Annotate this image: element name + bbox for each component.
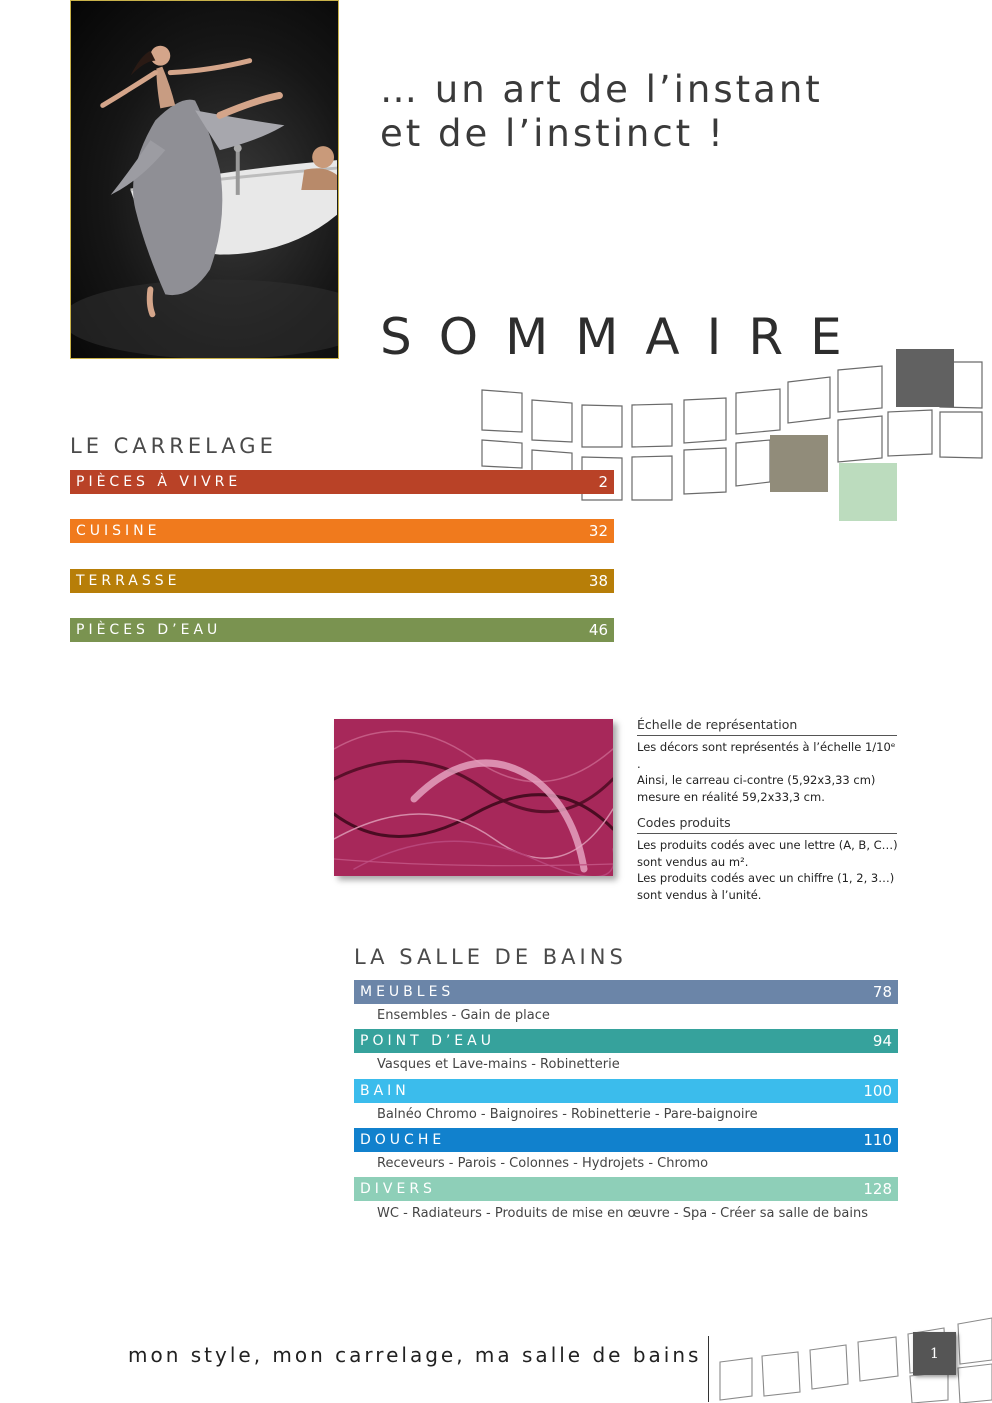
product-codes-line: Les produits codés avec un chiffre (1, 2, 3…) xyxy=(637,871,895,885)
toc-entry-terrasse[interactable] xyxy=(70,569,614,593)
toc-entry-meubles[interactable] xyxy=(354,980,898,1004)
product-codes-text xyxy=(637,837,899,903)
toc-entry-bain[interactable] xyxy=(354,1079,898,1103)
toc-page: 110 xyxy=(863,1131,892,1149)
taupe-square xyxy=(770,435,828,492)
dark-square xyxy=(896,349,954,407)
toc-label: CUISINE xyxy=(76,523,161,539)
toc-entry-pieces-d-eau[interactable] xyxy=(70,618,614,642)
toc-page: 128 xyxy=(863,1180,892,1198)
decorative-tile-wave xyxy=(470,340,992,530)
tile-sample-image xyxy=(334,719,613,876)
scale-note-text xyxy=(637,739,899,805)
divider xyxy=(637,833,897,834)
tagline-line-1: … un art de l’instant xyxy=(380,68,823,111)
toc-label: DIVERS xyxy=(360,1181,436,1197)
toc-entry-cuisine[interactable] xyxy=(70,519,614,543)
toc-page: 32 xyxy=(588,522,608,540)
toc-subtitle-divers: WC - Radiateurs - Produits de mise en œuvre - Spa - Créer sa salle de bains xyxy=(377,1206,868,1221)
toc-label: TERRASSE xyxy=(76,573,181,589)
product-codes-line: Les produits codés avec une lettre (A, B, C…) xyxy=(637,838,898,852)
hero-photo xyxy=(70,0,339,359)
product-codes-note xyxy=(637,815,899,903)
mint-square xyxy=(839,463,897,521)
toc-label: MEUBLES xyxy=(360,984,455,1000)
scale-note-title: Échelle de représentation xyxy=(637,717,798,732)
section-title-carrelage: LE CARRELAGE xyxy=(70,434,277,458)
toc-label: POINT D’EAU xyxy=(360,1033,495,1049)
scale-note xyxy=(637,717,899,805)
page-number: 1 xyxy=(913,1332,956,1375)
toc-label: DOUCHE xyxy=(360,1132,446,1148)
toc-label: BAIN xyxy=(360,1083,410,1099)
toc-label: PIÈCES D’EAU xyxy=(76,622,222,638)
footer-tagline: mon style, mon carrelage, ma salle de bains xyxy=(128,1343,702,1367)
product-codes-line: sont vendus au m². xyxy=(637,854,749,869)
section-title-salle-de-bains: LA SALLE DE BAINS xyxy=(354,945,627,969)
page-title: SOMMAIRE xyxy=(380,308,869,366)
toc-subtitle-bain: Balnéo Chromo - Baignoires - Robinetterie - Pare-baignoire xyxy=(377,1107,758,1122)
toc-page: 46 xyxy=(588,621,608,639)
toc-entry-pieces-a-vivre[interactable] xyxy=(70,470,614,494)
toc-page: 100 xyxy=(863,1082,892,1100)
product-codes-line: sont vendus à l’unité. xyxy=(637,887,762,902)
scale-note-line: mesure en réalité 59,2x33,3 cm. xyxy=(637,789,825,804)
product-codes-title: Codes produits xyxy=(637,815,731,830)
tagline-line-2: et de l’instinct ! xyxy=(380,112,726,155)
footer-divider xyxy=(708,1336,709,1402)
toc-entry-divers[interactable] xyxy=(354,1177,898,1201)
toc-page: 38 xyxy=(588,572,608,590)
toc-entry-point-d-eau[interactable] xyxy=(354,1029,898,1053)
toc-subtitle-douche: Receveurs - Parois - Colonnes - Hydrojets - Chromo xyxy=(377,1156,709,1171)
toc-page: 78 xyxy=(872,983,892,1001)
toc-entry-douche[interactable] xyxy=(354,1128,898,1152)
toc-page: 2 xyxy=(598,473,608,491)
toc-page: 94 xyxy=(872,1032,892,1050)
toc-label: PIÈCES À VIVRE xyxy=(76,474,242,490)
scale-note-line: Les décors sont représentés à l’échelle 1/10ᵉ . xyxy=(637,740,896,771)
tagline xyxy=(380,68,823,156)
divider xyxy=(637,735,897,736)
toc-subtitle-meubles: Ensembles - Gain de place xyxy=(377,1008,550,1023)
scale-note-line: Ainsi, le carreau ci-contre (5,92x3,33 cm) xyxy=(637,773,876,787)
toc-subtitle-point-d-eau: Vasques et Lave-mains - Robinetterie xyxy=(377,1057,620,1072)
